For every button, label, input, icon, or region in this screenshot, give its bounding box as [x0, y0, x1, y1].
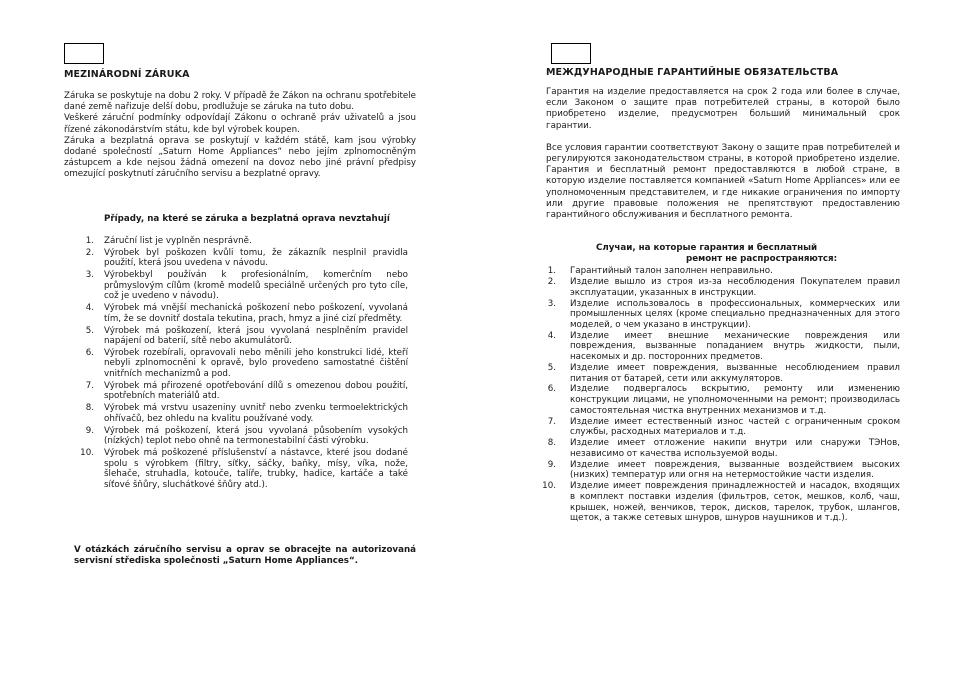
czech-cases-list: [80, 236, 408, 492]
russian-cases-heading-line-2: ремонт не распространяются:: [686, 254, 838, 264]
list-item: 9. Изделие имеет повреждения, вызванные воздействием высоких (низких) температур или огня на нетермостойкие части изделия.: [547, 459, 900, 481]
list-item: 8. Изделие имеет отложение накипи внутри или снаружи ТЭНов, независимо от качества используемой воды.: [547, 438, 900, 459]
list-item: 7. Изделие имеет естественный износ частей с ограниченным сроком службы, расходных материалов и т.д.: [547, 416, 900, 438]
czech-paragraph-1: Záruka se poskytuje na dobu 2 roky. V případě že Zákon na ochranu spotřebitele dané země nařizuje delší dobu, prodlužuje se záruka na tuto dobu.: [64, 91, 416, 113]
czech-intro: [64, 91, 416, 181]
list-item: 5. Изделие имеет повреждения, вызванные несоблюдением правил питания от батарей, сети или аккумуляторов.: [547, 362, 900, 384]
russian-cases-heading-line-1: Случаи, на которые гарантия и бесплатный: [596, 243, 818, 253]
list-item: 1. Гарантийный талон заполнен неправильно.: [547, 266, 773, 276]
russian-cases-list: [542, 266, 900, 524]
list-item: 6. Изделие подвергалось вскрытию, ремонту или изменению конструкции лицами, не уполномоченными на ремонт; производилась самостоятельная чистка внутренних механизмов и т.д.: [547, 384, 900, 416]
czech-cases-heading: Případy, na které se záruka a bezplatná oprava nevztahují: [104, 214, 390, 224]
list-item: 2. Výrobek byl poškozen kvůli tomu, že zákazník nesplnil pravidla použití, která jsou uvedena v návodu.: [85, 247, 408, 269]
list-item: 4. Výrobek má vnější mechanická poškození nebo poškození, vyvolaná tím, že se dovnitř dostala tekutina, prach, hmyz a jiné cizí předměty.: [85, 303, 408, 324]
list-item: 3. Výrobekbyl používán k profesionálním, komerčním nebo průmyslovým cílům (kromě modelů speciálně určených pro tyto cíle, což je uvedeno v návodu).: [85, 270, 408, 302]
list-item: 1. Záruční list je vyplněn nesprávně.: [85, 236, 252, 246]
list-item: 4. Изделие имеет внешние механические повреждения или повреждения, вызванные попаданием внутрь жидкости, пыли, насекомых и др. посторонних предметов.: [547, 330, 900, 362]
list-item: 8. Výrobek má vrstvu usazeniny uvnitř nebo zvenku termoelektrických ohřívačů, bez ohledu na kvalitu používané vody.: [85, 403, 408, 424]
list-item: 3. Изделие использовалось в профессиональных, коммерческих или промышленных целях (кроме специально предназначенных для этого моделей, о чем указано в инструкции).: [547, 298, 900, 330]
list-item: 10. Výrobek má poškozené příslušenství a nástavce, které jsou dodané spolu s výrobkem (filtry, síťky, sáčky, baňky, mísy, víka, nože, šlehače, struhadla, kotouče, talíře, trubky, hadice, kartáče a také síťové šňůry, sluchátkové šňůry atd.).: [80, 447, 408, 490]
russian-intro: [546, 87, 900, 221]
czech-paragraph-2: Veškeré záruční podmínky odpovídají Zákonu o ochraně práv uživatelů a jsou řízené zákonodárstvím státu, kde byl výrobek koupen.: [64, 113, 416, 135]
list-item: 2. Изделие вышло из строя из-за несоблюдения Покупателем правил эксплуатации, указанных в инструкции.: [547, 276, 900, 298]
list-item: 9. Výrobek má poškození, která jsou vyvolaná působením vysokých (nízkých) teplot nebo ohně na termonestabilní části výrobku.: [85, 425, 408, 447]
page-marker-box: [551, 43, 591, 64]
page-marker-box: [64, 43, 104, 64]
russian-title: МЕЖДУНАРОДНЫЕ ГАРАНТИЙНЫЕ ОБЯЗАТЕЛЬСТВА: [546, 67, 839, 78]
czech-title: MEZINÁRODNÍ ZÁRUKA: [64, 69, 190, 80]
czech-footer-note: V otázkách záručního servisu a oprav se obracejte na autorizovaná servisní střediska společnosti „Saturn Home Appliances“.: [74, 545, 416, 567]
russian-paragraph-2: Все условия гарантии соответствуют Закону о защите прав потребителей и регулируются законодательством страны, в которой приобретено изделие. Гарантия и бесплатный ремонт предоставляются в любой стране, в которую изделие поставляется компанией «Saturn Home Appliances» или ее уполномоченным представителем, и где никакие ограничения по импорту или другие правовые положения не препятствуют предоставлению гарантийного обслуживания и бесплатного ремонта.: [546, 142, 900, 221]
list-item: 6. Výrobek rozebírali, opravovali nebo měnili jeho konstrukci lidé, kteří nebyli zplnomocněni k opravě, bylo provedeno samostatné čištění vnitřních mechanizmů a pod.: [85, 347, 408, 380]
list-item: 5. Výrobek má poškození, která jsou vyvolaná nesplněním pravidel napájení od baterií, sítě nebo akumulátorů.: [85, 325, 408, 347]
list-item: 10. Изделие имеет повреждения принадлежностей и насадок, входящих в комплект поставки изделия (фильтров, сеток, мешков, колб, чаш, крышек, ножей, венчиков, терок, дисков, тарелок, трубок, шлангов, щеток, а также сетевых шнуров, шнуров наушников и т.д.).: [542, 481, 900, 524]
list-item: 7. Výrobek má přirozené opotřebování dílů s omezenou dobou použití, spotřebních materiálů atd.: [85, 380, 408, 402]
czech-paragraph-3: Záruka a bezplatná oprava se poskytují v každém státě, kam jsou výrobky dodané společností „Saturn Home Appliances“ nebo jejím zplnomocněným zástupcem a kde nejsou žádná omezení na dovoz nebo jiné právní předpisy omezující poskytnutí záručního servisu a bezplatné opravy.: [64, 135, 416, 180]
russian-paragraph-1: Гарантия на изделие предоставляется на срок 2 года или более в случае, если Законом о защите прав потребителей страны, в которой было приобретено изделие, предусмотрен больший минимальный срок гарантии.: [546, 87, 900, 131]
